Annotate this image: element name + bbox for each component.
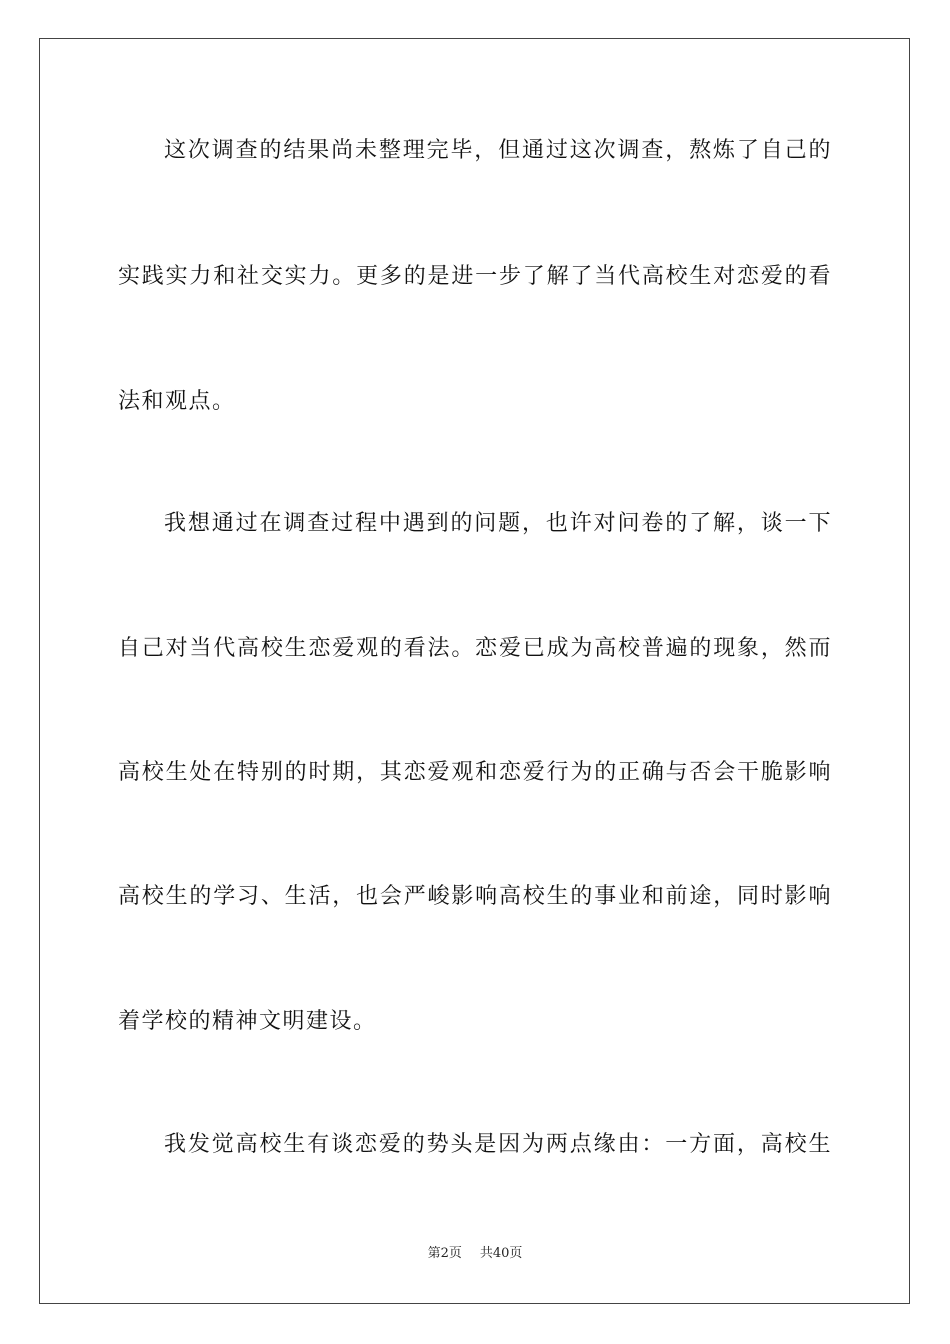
text-line: 法和观点。 bbox=[118, 389, 236, 414]
page-number: 第2页 bbox=[427, 1246, 462, 1261]
page-footer bbox=[0, 1245, 950, 1263]
page-border bbox=[39, 38, 910, 1304]
text-line: 高校生的学习、生活，也会严峻影响高校生的事业和前途，同时影响 bbox=[118, 884, 832, 909]
text-line: 高校生处在特别的时期，其恋爱观和恋爱行为的正确与否会干脆影响 bbox=[118, 760, 832, 785]
page-total: 共40页 bbox=[479, 1246, 523, 1261]
text-line: 实践实力和社交实力。更多的是进一步了解了当代高校生对恋爱的看 bbox=[118, 264, 832, 289]
text-line: 自己对当代高校生恋爱观的看法。恋爱已成为高校普遍的现象，然而 bbox=[118, 636, 832, 661]
text-line: 我想通过在调查过程中遇到的问题，也许对问卷的了解，谈一下 bbox=[164, 511, 832, 536]
text-line: 着学校的精神文明建设。 bbox=[118, 1009, 377, 1034]
text-line: 我发觉高校生有谈恋爱的势头是因为两点缘由：一方面，高校生 bbox=[164, 1132, 832, 1157]
text-line: 这次调查的结果尚未整理完毕，但通过这次调查，熬炼了自己的 bbox=[164, 138, 832, 163]
